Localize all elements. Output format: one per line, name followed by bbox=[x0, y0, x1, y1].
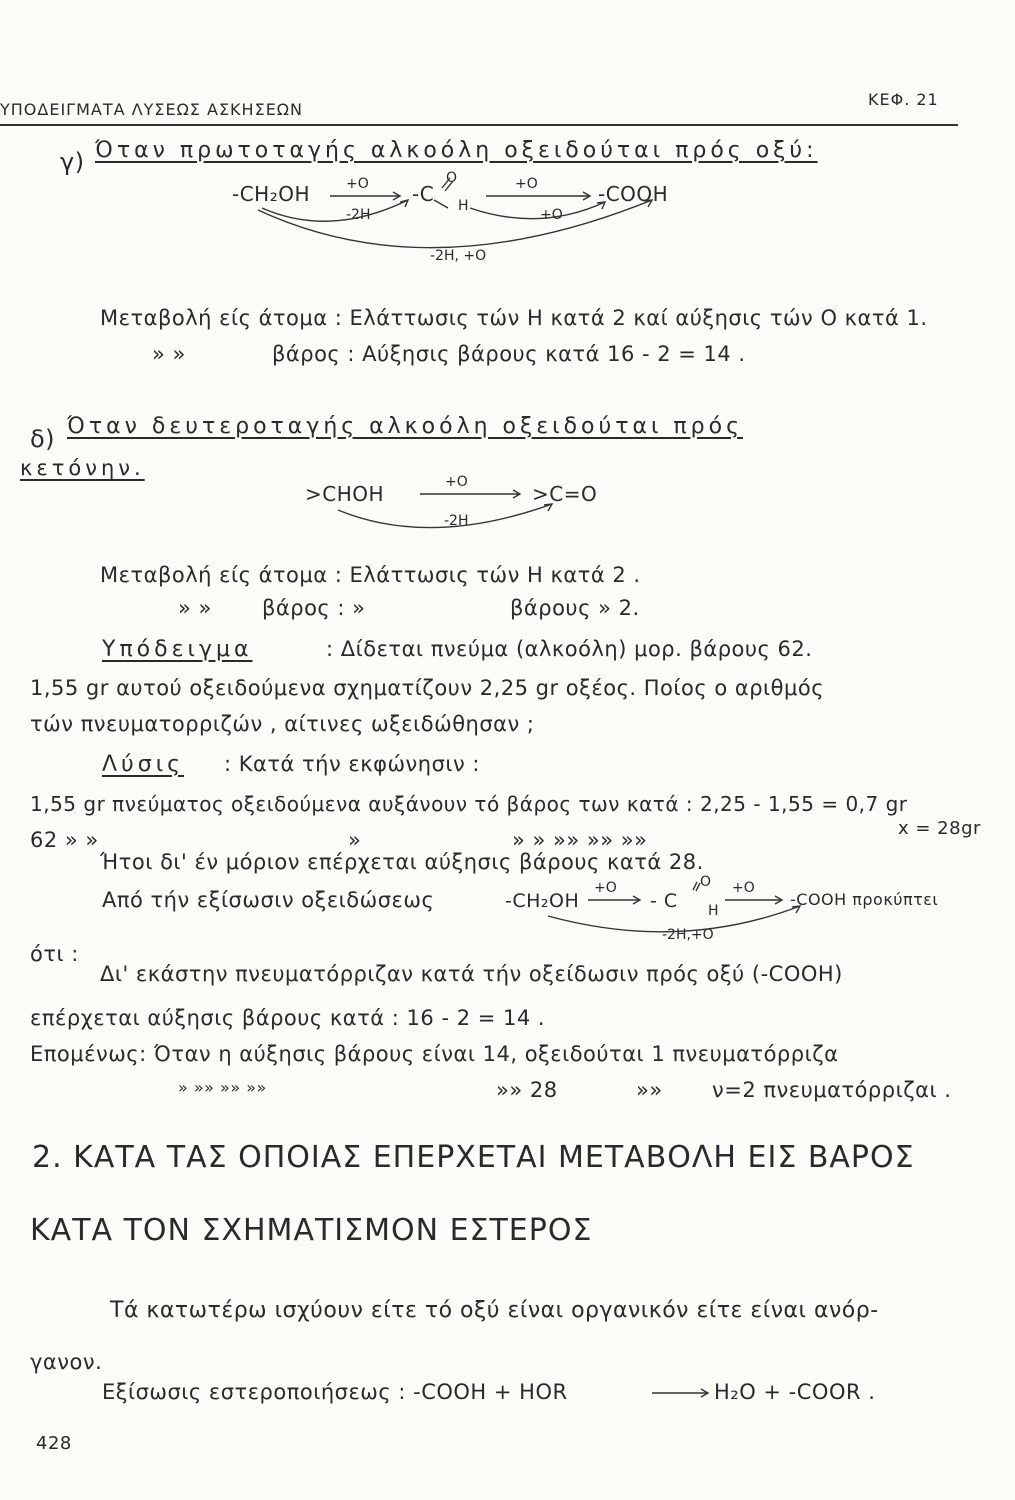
solution-line-2d: x = 28gr bbox=[898, 818, 981, 839]
delta-change-weight-a: βάρος : » bbox=[262, 596, 366, 620]
solution-line-6: Δι' εκάστην πνευματόρριζαν κατά τήν οξείδωσιν πρός οξύ (-COOH) bbox=[100, 962, 843, 986]
section-2-paragraph-cont: γανον. bbox=[30, 1350, 103, 1374]
gamma-change-atoms: Μεταβολή είς άτομα : Ελάττωσις τών Η κατά 2 καί αύξησις τών Ο κατά 1. bbox=[100, 306, 928, 330]
page-number: 428 bbox=[36, 1433, 72, 1454]
delta-reactant: >CHOH bbox=[305, 482, 385, 506]
solution-label: Λύσις bbox=[102, 752, 185, 777]
delta-change-atoms: Μεταβολή είς άτομα : Ελάττωσις τών Η κατά 2 . bbox=[100, 563, 641, 587]
gamma-intermediate-h: H bbox=[458, 198, 469, 214]
solution-line-9a: »» 28 bbox=[496, 1078, 558, 1102]
gamma-product: -COOH bbox=[598, 182, 669, 206]
section-delta-heading-cont: κετόνην. bbox=[20, 456, 145, 480]
solution-line-4-h: H bbox=[708, 903, 719, 919]
solution-line-4-o: O bbox=[700, 874, 712, 890]
solution-line-8: Επομένως: Όταν η αύξησις βάρους είναι 14, οξειδούται 1 πνευματόρριζα bbox=[30, 1042, 839, 1066]
delta-ditto-marks: » » bbox=[178, 596, 212, 620]
example-label: Υπόδειγμα bbox=[102, 637, 253, 662]
solution-line-4d: -COOH προκύπτει bbox=[790, 890, 939, 909]
solution-line-2b: » bbox=[348, 828, 362, 852]
solution-line-4a: Από τήν εξίσωσιν οξειδώσεως bbox=[102, 888, 435, 912]
delta-change-weight-b: βάρους » 2. bbox=[510, 596, 640, 620]
solution-line-4c: - C bbox=[650, 890, 678, 912]
esterification-equation: Εξίσωσις εστεροποιήσεως : -COOH + HOR bbox=[102, 1380, 568, 1404]
solution-line-1: 1,55 gr πνεύματος οξειδούμενα αυξάνουν τό βάρος των κατά : 2,25 - 1,55 = 0,7 gr bbox=[30, 792, 908, 816]
solution-arrow-bottom-label: -2H,+O bbox=[662, 927, 714, 943]
section-2-title-line-1: 2. ΚΑΤΑ ΤΑΣ ΟΠΟΙΑΣ ΕΠΕΡΧΕΤΑΙ ΜΕΤΑΒΟΛΗ ΕΙΣ ΒΑΡΟΣ bbox=[32, 1140, 915, 1175]
gamma-bottom-label: -2H, +O bbox=[430, 248, 487, 264]
delta-arrow-top: +O bbox=[445, 474, 468, 490]
example-text-3: τών πνευματορριζών , αίτινες ωξειδώθησαν ; bbox=[30, 712, 535, 736]
gamma-arrow2-bottom: +O bbox=[540, 207, 563, 223]
delta-product: >C=O bbox=[532, 482, 598, 506]
delta-arrow-bottom: -2H bbox=[444, 513, 469, 529]
chapter-label: ΚΕΦ. 21 bbox=[868, 90, 939, 109]
gamma-arrow1-top: +O bbox=[346, 176, 369, 192]
gamma-arrow1-bottom: -2H bbox=[346, 207, 371, 223]
solution-line-9c: ν=2 πνευματόρριζαι . bbox=[712, 1078, 952, 1102]
esterification-product: H₂O + -COOR . bbox=[714, 1380, 876, 1404]
solution-arrow2-label: +O bbox=[732, 880, 755, 896]
gamma-change-weight: βάρος : Αύξησις βάρους κατά 16 - 2 = 14 . bbox=[272, 342, 746, 366]
solution-line-4b: -CH₂OH bbox=[505, 890, 580, 912]
gamma-arrow2-top: +O bbox=[515, 176, 538, 192]
running-header-title: ΥΠΟΔΕΙΓΜΑΤΑ ΛΥΣΕΩΣ ΑΣΚΗΣΕΩΝ bbox=[0, 100, 303, 119]
solution-line-5: ότι : bbox=[30, 942, 79, 966]
example-text-1: : Δίδεται πνεύμα (αλκοόλη) μορ. βάρους 62. bbox=[326, 637, 813, 661]
section-gamma-marker: γ) bbox=[60, 148, 85, 176]
example-text-2: 1,55 gr αυτού οξειδούμενα σχηματίζουν 2,25 gr οξέος. Ποίος ο αριθμός bbox=[30, 676, 825, 700]
solution-line-7: επέρχεται αύξησις βάρους κατά : 16 - 2 = 14 . bbox=[30, 1006, 546, 1030]
gamma-reactant: -CH₂OH bbox=[232, 182, 311, 206]
solution-line-9-marks: » »» »» »» bbox=[178, 1078, 267, 1097]
section-2-paragraph: Τά κατωτέρω ισχύουν είτε τό οξύ είναι οργανικόν είτε είναι ανόρ- bbox=[110, 1298, 879, 1323]
solution-line-2c: » » »» »» »» bbox=[512, 828, 648, 852]
section-gamma-heading: Όταν πρωτοταγής αλκοόλη οξειδούται πρός οξύ: bbox=[95, 138, 818, 163]
section-2-title-line-2: ΚΑΤΑ ΤΟΝ ΣΧΗΜΑΤΙΣΜΟΝ ΕΣΤΕΡΟΣ bbox=[30, 1213, 593, 1248]
gamma-intermediate: -C bbox=[412, 182, 435, 206]
section-delta-marker: δ) bbox=[30, 425, 56, 453]
solution-line-2a: 62 » » bbox=[30, 828, 99, 852]
gamma-intermediate-o: O bbox=[446, 170, 458, 186]
section-delta-heading: Όταν δευτεροταγής αλκοόλη οξειδούται πρός bbox=[67, 414, 744, 439]
solution-line-9b: »» bbox=[636, 1078, 663, 1102]
header-rule bbox=[0, 124, 958, 126]
solution-arrow1-label: +O bbox=[594, 880, 617, 896]
gamma-ditto-marks: » » bbox=[152, 342, 186, 366]
solution-line-3: Ήτοι δι' έν μόριον επέρχεται αύξησις βάρους κατά 28. bbox=[100, 850, 704, 874]
solution-intro: : Κατά τήν εκφώνησιν : bbox=[224, 752, 480, 776]
